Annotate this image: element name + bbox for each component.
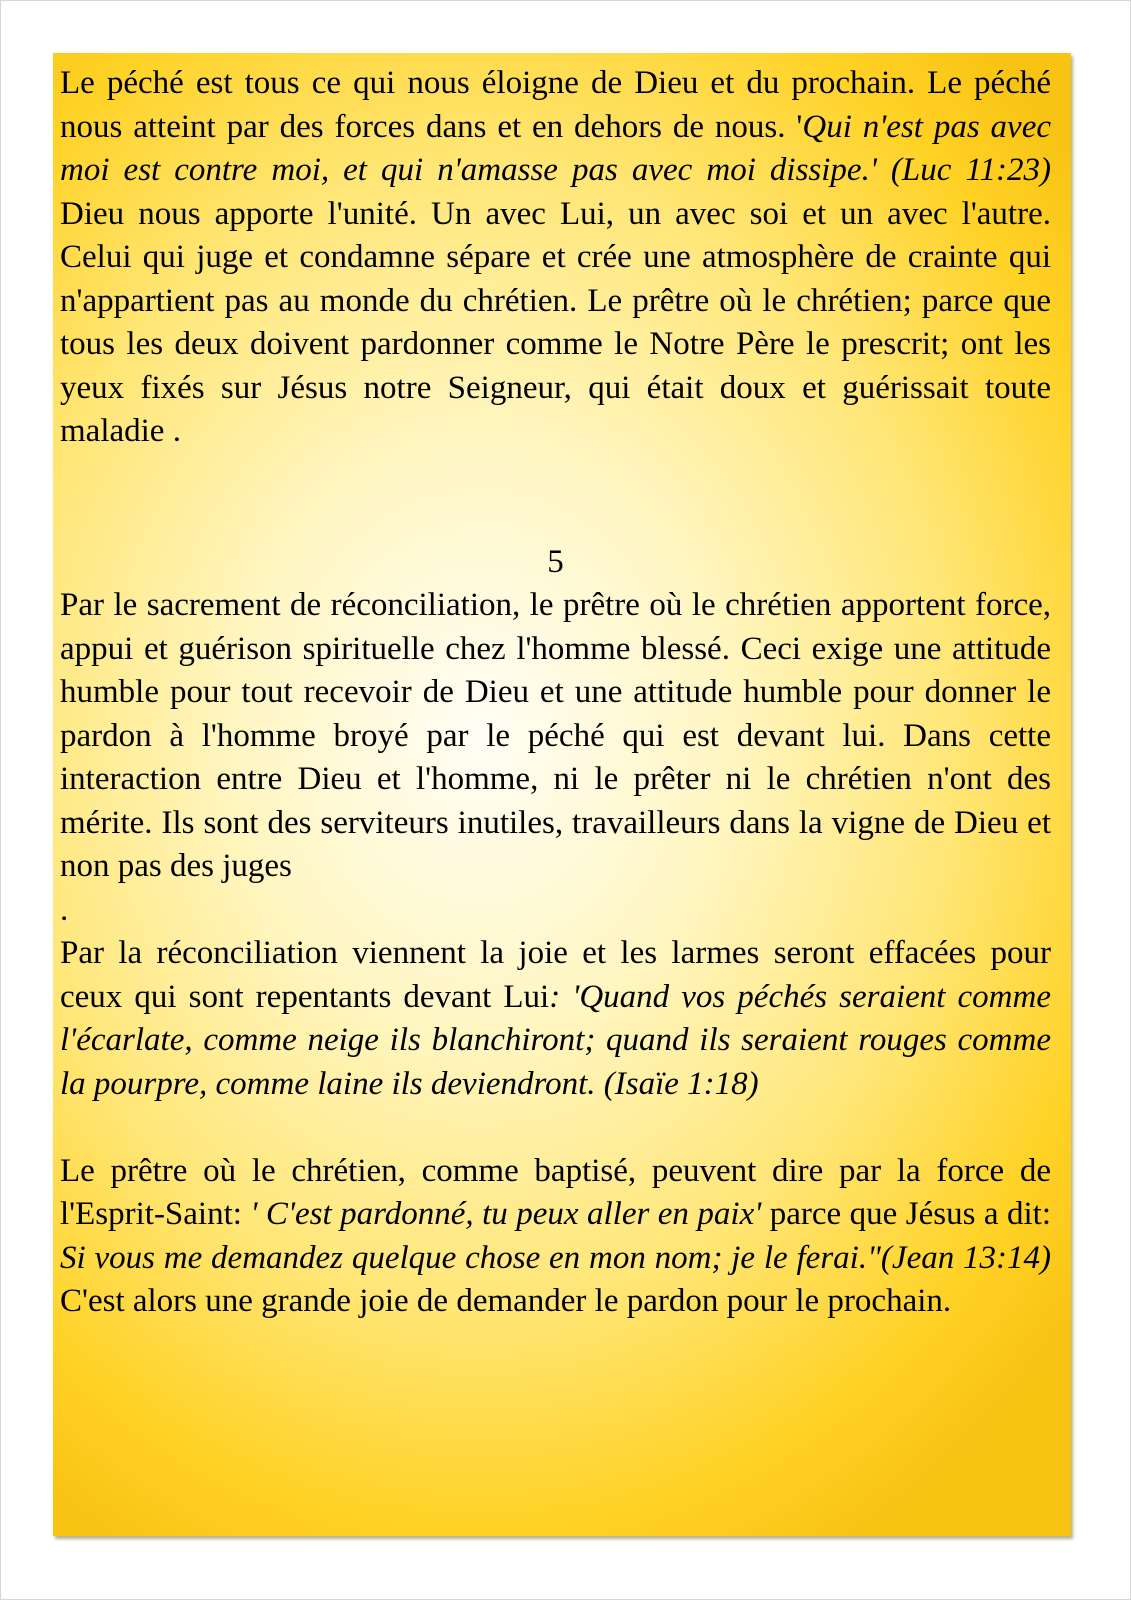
quote-forgiven: ' C'est pardonné, tu peux aller en paix' <box>250 1196 762 1232</box>
paragraph-sin-text: Le péché est tous ce qui nous éloigne de Dieu et du prochain. Le péché nous atteint par des forces dans et en dehors de nous. ' <box>60 65 1051 145</box>
paragraph-forgiveness-text: Le prêtre où le chrétien, comme baptisé, peuvent dire par la force de l'Esprit-Saint: <box>60 1152 1051 1232</box>
paragraph-sin-continued: Dieu nous apporte l'unité. Un avec Lui, un avec soi et un avec l'autre. Celui qui juge et condamne sépare et crée une atmosphère de crainte qui n'appartient pas au monde du chrétien. Le prêtre où le chrétien; parce que tous les deux doivent pardonner comme le Notre Père le prescrit; ont les yeux fixés sur Jésus notre Seigneur, qui était doux et guérissait toute maladie . <box>60 195 1051 449</box>
paragraph-reconciliation <box>60 932 1051 1106</box>
page-number: 5 <box>547 543 564 580</box>
text-panel <box>53 53 1071 1536</box>
paragraph-forgiveness <box>60 1150 1051 1324</box>
quote-luke: Qui n'est pas avec moi est contre moi, et qui n'amasse pas avec moi dissipe.' (Luc 11:23) <box>60 108 1051 188</box>
paragraph-forgiveness-bridge: parce que Jésus a dit: <box>761 1196 1052 1232</box>
paragraph-forgiveness-end: C'est alors une grande joie de demander le pardon pour le prochain. <box>60 1283 952 1319</box>
stray-dot: . <box>60 891 69 928</box>
paragraph-sacrament: Par le sacrement de réconciliation, le prêtre où le chrétien apportent force, appui et guérison spirituelle chez l'homme blessé. Ceci exige une attitude humble pour tout recevoir de Dieu et une attitude humble pour donner le pardon à l'homme broyé par le péché qui est devant lui. Dans cette interaction entre Dieu et l'homme, ni le prêter ni le chrétien n'ont des mérite. Ils sont des serviteurs inutiles, travailleurs dans la vigne de Dieu et non pas des juges <box>60 587 1051 884</box>
quote-john: Si vous me demandez quelque chose en mon nom; je le ferai."(Jean 13:14) <box>60 1239 1051 1276</box>
spacer <box>60 1106 1051 1150</box>
paragraph-sin <box>60 62 1051 454</box>
quote-isaiah: : 'Quand vos péchés seraient comme l'écarlate, comme neige ils blanchiront; quand ils seraient rouges comme la pourpre, comme laine ils deviendront. (Isaïe 1:18) <box>60 978 1051 1102</box>
spacer <box>60 454 1051 541</box>
paragraph-reconciliation-text: Par la réconciliation viennent la joie et les larmes seront effacées pour ceux qui sont repentants devant Lui <box>60 935 1051 1015</box>
